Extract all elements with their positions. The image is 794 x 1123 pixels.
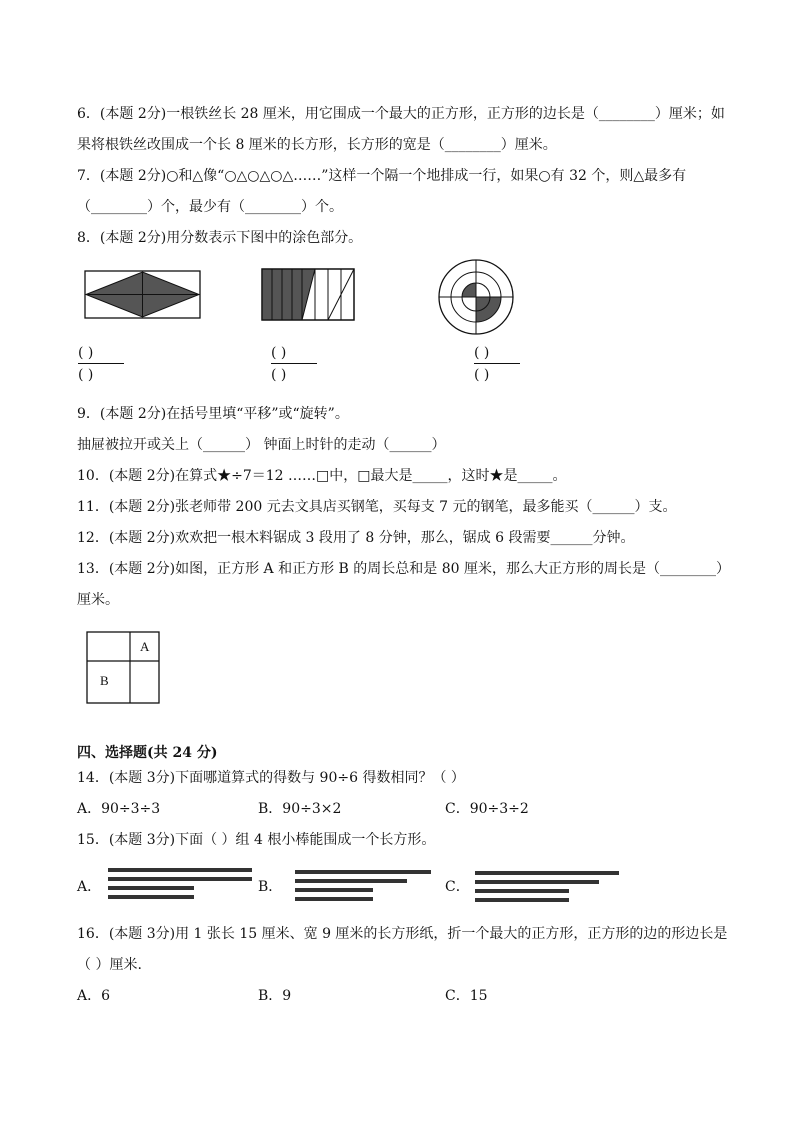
denominator: ( )	[78, 367, 94, 383]
q16-line2: （ ）厘米.	[77, 957, 142, 973]
q8-figure-rhombus	[84, 270, 202, 320]
q8-fraction-1	[78, 344, 138, 384]
q15-option-a[interactable]: A．	[77, 879, 102, 895]
label-b: B	[100, 673, 109, 688]
q14-option-c[interactable]: C．90÷3÷2	[445, 801, 529, 817]
q15-option-c[interactable]: C．	[445, 879, 470, 895]
q6-line2: 果将根铁丝改围成一个长 8 厘米的长方形，长方形的宽是（________）厘米。	[77, 137, 557, 153]
q15-sticks-b	[292, 866, 437, 910]
q13-line1: 13．(本题 2分)如图，正方形 A 和正方形 B 的周长总和是 80 厘米，那么大正方形的周长是（________）	[77, 561, 731, 577]
q15-option-b[interactable]: B．	[258, 879, 283, 895]
q13-line2: 厘米。	[77, 592, 119, 608]
q14-option-a[interactable]: A．90÷3÷3	[77, 801, 161, 817]
q9-line1: 9．(本题 2分)在括号里填“平移”或“旋转”。	[77, 406, 349, 422]
fraction-bar	[474, 363, 520, 364]
numerator: ( )	[474, 345, 490, 361]
label-a: A	[140, 639, 150, 654]
q11-line1: 11．(本题 2分)张老师带 200 元去文具店买钢笔，买每支 7 元的钢笔，最多能买（______）支。	[77, 499, 677, 515]
q8-line1: 8．(本题 2分)用分数表示下图中的涂色部分。	[77, 230, 363, 246]
q9-line2: 抽屉被拉开或关上（______） 钟面上时针的走动（______）	[77, 437, 446, 453]
q16-option-b[interactable]: B．9	[258, 988, 292, 1004]
numerator: ( )	[78, 345, 94, 361]
q16-option-a[interactable]: A．6	[77, 988, 111, 1004]
q8-fraction-2	[271, 344, 331, 384]
fraction-bar	[78, 363, 124, 364]
q15-sticks-a	[105, 866, 255, 910]
q12-line1: 12．(本题 2分)欢欢把一根木料锯成 3 段用了 8 分钟，那么，锯成 6 段需要______分钟。	[77, 530, 635, 546]
denominator: ( )	[271, 367, 287, 383]
q10-line1: 10．(本题 2分)在算式★÷7＝12 ……□中，□最大是_____，这时★是_____。	[77, 468, 567, 484]
q14-option-b[interactable]: B．90÷3×2	[258, 801, 342, 817]
denominator: ( )	[474, 367, 490, 383]
q7-line1: 7．(本题 2分)○和△像“○△○△○△……”这样一个隔一个地排成一行，如果○有 32 个，则△最多有	[77, 168, 687, 184]
q7-line2: （________）个，最少有（________）个。	[77, 199, 343, 215]
q16-option-c[interactable]: C．15	[445, 988, 488, 1004]
q15-line1: 15．(本题 3分)下面（ ）组 4 根小棒能围成一个长方形。	[77, 832, 436, 848]
q8-figure-strips	[261, 268, 356, 321]
q16-line1: 16．(本题 3分)用 1 张长 15 厘米、宽 9 厘米的长方形纸，折一个最大的正方形，正方形的边的形边长是	[77, 926, 728, 942]
fraction-bar	[271, 363, 317, 364]
q8-fraction-3	[474, 344, 534, 384]
numerator: ( )	[271, 345, 287, 361]
q14-line1: 14．(本题 3分)下面哪道算式的得数与 90÷6 得数相同？（ ）	[77, 770, 465, 786]
section4-title: 四、选择题(共 24 分)	[77, 745, 218, 761]
q6-line1: 6．(本题 2分)一根铁丝长 28 厘米，用它围成一个最大的正方形，正方形的边长是（________）厘米；如	[77, 106, 725, 122]
q15-sticks-c	[472, 866, 624, 910]
q8-figure-ring	[437, 259, 517, 339]
q13-figure-squares	[86, 631, 162, 705]
